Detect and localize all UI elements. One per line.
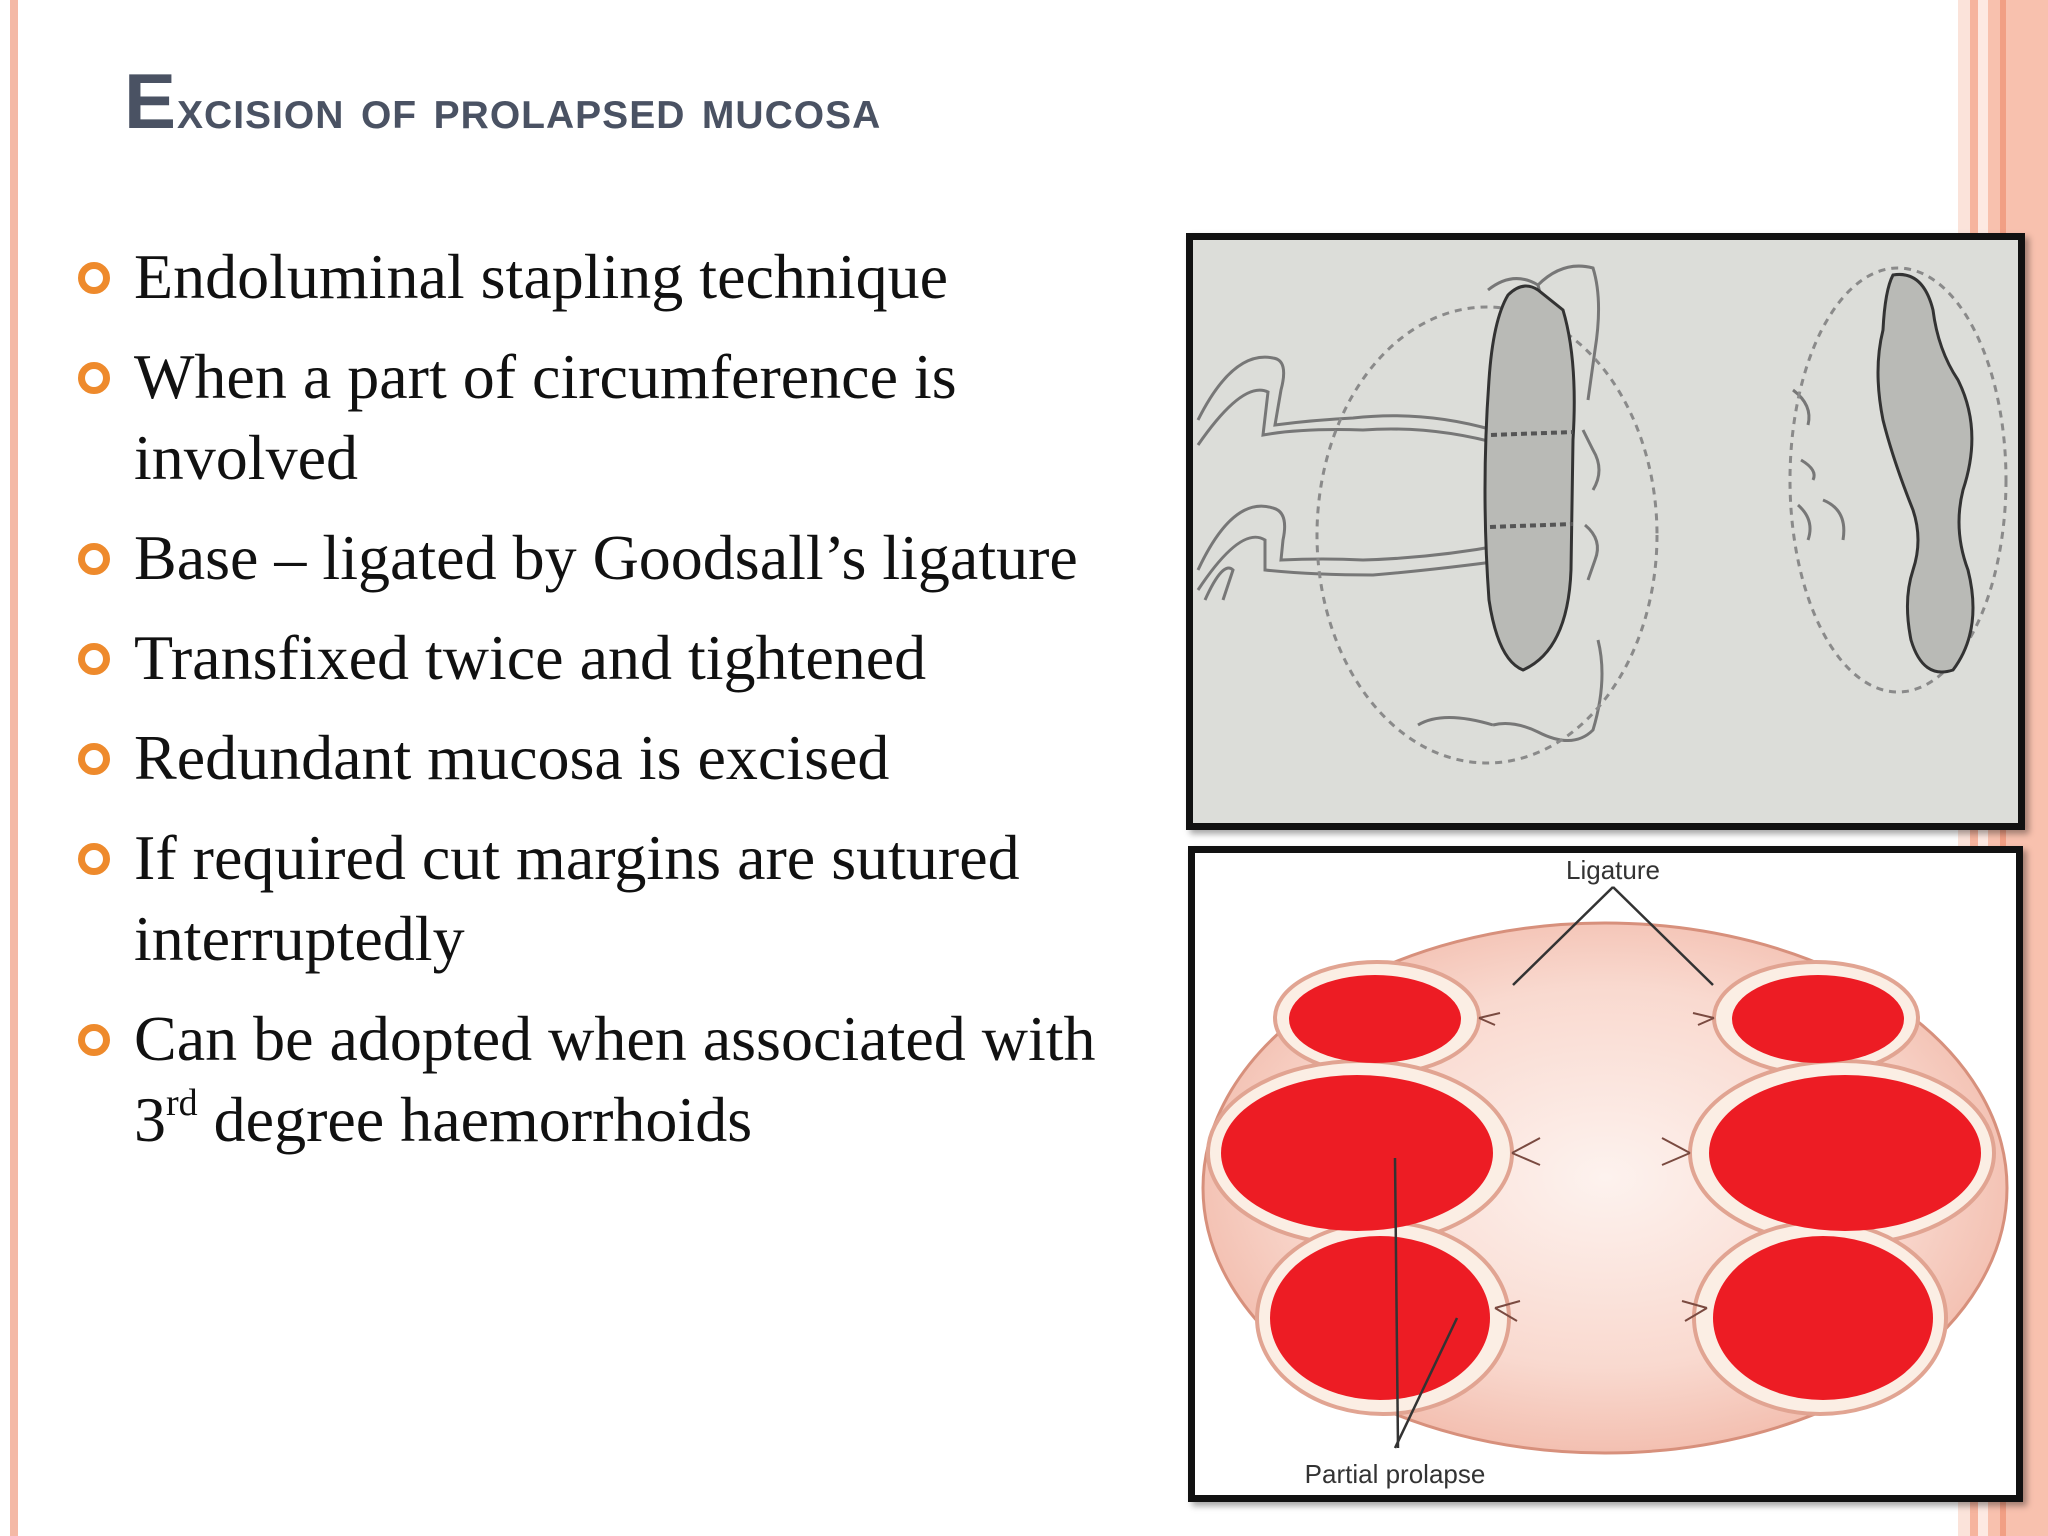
bullet-item bbox=[66, 717, 1116, 798]
bullet-item bbox=[66, 617, 1116, 698]
bullet-ring-icon bbox=[78, 643, 110, 675]
bullet-ring-icon bbox=[78, 1024, 110, 1056]
bullet-text: If required cut margins are sutured interruptedly bbox=[134, 822, 1020, 974]
left-accent-rule bbox=[10, 0, 18, 1536]
bullet-text: Base – ligated by Goodsall’s ligature bbox=[134, 522, 1078, 593]
bullet-text: degree haemorrhoids bbox=[197, 1084, 753, 1155]
ordinal-superscript: rd bbox=[166, 1082, 198, 1124]
bullet-ring-icon bbox=[78, 543, 110, 575]
ligation-sketch-figure bbox=[1186, 233, 2025, 830]
bullet-text: When a part of circumference is involved bbox=[134, 341, 957, 493]
title-rest: xcision of prolapsed mucosa bbox=[177, 77, 882, 140]
slide-title bbox=[124, 56, 881, 147]
bullet-ring-icon bbox=[78, 362, 110, 394]
bullet-text: Redundant mucosa is excised bbox=[134, 722, 890, 793]
bullet-item bbox=[66, 998, 1116, 1160]
bullet-text: Can be adopted when associated with 3 bbox=[134, 1003, 1096, 1155]
bullet-ring-icon bbox=[78, 843, 110, 875]
partial-prolapse-label: Partial prolapse bbox=[1304, 1459, 1486, 1489]
partial-prolapse-diagram bbox=[1188, 846, 2023, 1502]
bullet-list bbox=[66, 236, 1116, 1179]
bullet-item bbox=[66, 236, 1116, 317]
bullet-item bbox=[66, 336, 1116, 498]
bullet-item bbox=[66, 517, 1116, 598]
bullet-item bbox=[66, 817, 1116, 979]
partial-prolapse-drawing bbox=[1195, 853, 2016, 1495]
title-initial: E bbox=[124, 57, 178, 145]
ligation-sketch-drawing bbox=[1193, 240, 2018, 823]
ligature-label: Ligature bbox=[1566, 855, 1660, 885]
bullet-text: Endoluminal stapling technique bbox=[134, 241, 949, 312]
bullet-ring-icon bbox=[78, 743, 110, 775]
bullet-ring-icon bbox=[78, 262, 110, 294]
bullet-text: Transfixed twice and tightened bbox=[134, 622, 927, 693]
